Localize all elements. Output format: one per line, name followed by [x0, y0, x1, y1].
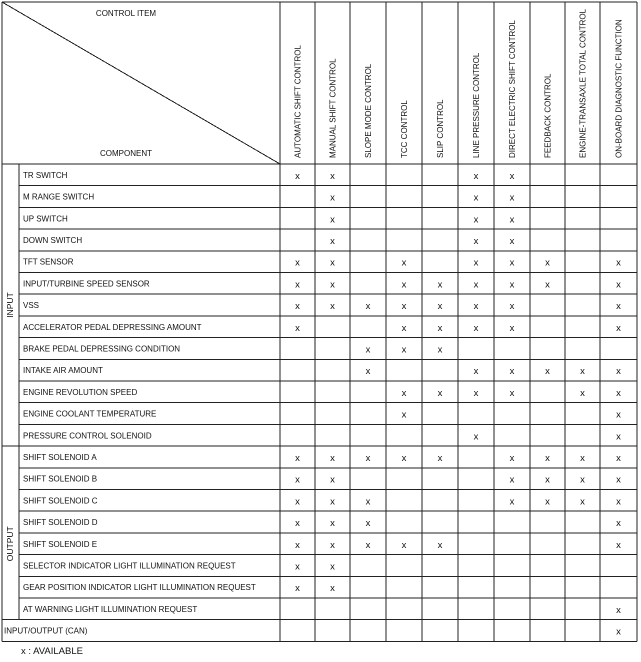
- available-mark: x: [330, 170, 335, 182]
- available-mark: x: [545, 452, 550, 464]
- available-mark: x: [330, 192, 335, 204]
- available-mark: x: [473, 214, 479, 226]
- row-label: ENGINE COOLANT TEMPERATURE: [23, 409, 157, 419]
- available-mark: x: [330, 257, 335, 269]
- grid-line: [2, 2, 280, 164]
- row-label: AT WARNING LIGHT ILLUMINATION REQUEST: [23, 604, 198, 614]
- row-label: SHIFT SOLENOID C: [23, 496, 98, 506]
- available-mark: x: [295, 583, 300, 595]
- available-mark: x: [509, 452, 515, 464]
- available-mark: x: [473, 279, 479, 291]
- available-mark: x: [545, 279, 550, 291]
- row-label: UP SWITCH: [23, 214, 68, 224]
- available-mark: x: [330, 583, 335, 595]
- column-header-tcc-control: TCC CONTROL: [400, 100, 409, 158]
- available-mark: x: [330, 474, 335, 486]
- available-mark: x: [580, 496, 585, 508]
- row-label: SHIFT SOLENOID A: [23, 452, 97, 462]
- row-label: INTAKE AIR AMOUNT: [23, 366, 103, 376]
- column-header-slope-mode-control: SLOPE MODE CONTROL: [364, 63, 373, 158]
- available-mark: x: [330, 496, 335, 508]
- available-mark: x: [437, 344, 443, 356]
- available-mark: x: [509, 474, 515, 486]
- column-header-on-board-diagnostic-function: ON-BOARD DIAGNOSTIC FUNCTION: [614, 19, 624, 158]
- available-mark: x: [616, 301, 621, 313]
- available-mark: x: [545, 496, 550, 508]
- available-mark: x: [616, 366, 621, 378]
- available-mark: x: [401, 279, 407, 291]
- available-mark: x: [401, 452, 407, 464]
- available-mark: x: [616, 539, 621, 551]
- available-mark: x: [509, 214, 515, 226]
- available-mark: x: [580, 474, 585, 486]
- row-label: M RANGE SWITCH: [23, 192, 95, 202]
- row-label: VSS: [23, 301, 40, 311]
- row-label: SHIFT SOLENOID E: [23, 539, 98, 549]
- available-mark: x: [473, 322, 479, 334]
- available-mark: x: [509, 235, 515, 247]
- row-label: GEAR POSITION INDICATOR LIGHT ILLUMINATION REQUEST: [23, 583, 256, 593]
- available-mark: x: [401, 301, 407, 313]
- group-labels: [5, 292, 15, 561]
- row-label: DOWN SWITCH: [23, 235, 83, 245]
- column-header-engine-transaxle-total-control: ENGINE-TRANSAXLE TOTAL CONTROL: [578, 8, 588, 158]
- available-mark: x: [509, 366, 515, 378]
- available-mark: x: [365, 518, 371, 530]
- available-mark: x: [616, 604, 621, 616]
- available-mark: x: [401, 257, 407, 269]
- available-mark: x: [509, 257, 515, 269]
- available-mark: x: [580, 452, 585, 464]
- component-header: COMPONENT: [100, 149, 152, 158]
- available-mark: x: [365, 301, 371, 313]
- row-label: INPUT/TURBINE SPEED SENSOR: [23, 279, 150, 289]
- available-mark: x: [473, 257, 479, 269]
- available-mark: x: [473, 170, 479, 182]
- available-mark: x: [437, 452, 443, 464]
- group-label-output: OUTPUT: [5, 526, 15, 562]
- available-mark: x: [616, 387, 621, 399]
- available-mark: x: [330, 214, 335, 226]
- row-label: TFT SENSOR: [23, 257, 74, 267]
- available-mark: x: [616, 452, 621, 464]
- available-mark: x: [616, 257, 621, 269]
- row-label: SHIFT SOLENOID D: [23, 518, 98, 528]
- available-mark: x: [437, 539, 443, 551]
- available-mark: x: [616, 474, 621, 486]
- row-label: SELECTOR INDICATOR LIGHT ILLUMINATION REQUEST: [23, 561, 236, 571]
- row-label: SHIFT SOLENOID B: [23, 474, 98, 484]
- available-mark: x: [295, 452, 300, 464]
- available-mark: x: [509, 301, 515, 313]
- available-mark: x: [330, 518, 335, 530]
- available-mark: x: [580, 387, 585, 399]
- available-mark: x: [330, 539, 335, 551]
- available-mark: x: [330, 279, 335, 291]
- available-mark: x: [545, 257, 550, 269]
- available-mark: x: [473, 192, 479, 204]
- row-label: ACCELERATOR PEDAL DEPRESSING AMOUNT: [23, 322, 202, 332]
- available-mark: x: [295, 279, 300, 291]
- column-header-manual-shift-control: MANUAL SHIFT CONTROL: [328, 58, 338, 158]
- available-mark: x: [509, 387, 515, 399]
- available-mark: x: [295, 561, 300, 573]
- available-mark: x: [365, 366, 371, 378]
- available-mark: x: [330, 235, 335, 247]
- available-mark: x: [330, 301, 335, 313]
- available-mark: x: [616, 431, 621, 443]
- column-header-direct-electric-shift-control: DIRECT ELECTRIC SHIFT CONTROL: [508, 20, 517, 158]
- row-label: PRESSURE CONTROL SOLENOID: [23, 431, 152, 441]
- available-mark: x: [616, 518, 621, 530]
- row-label: TR SWITCH: [23, 170, 68, 180]
- available-mark: x: [473, 387, 479, 399]
- column-header-automatic-shift-control: AUTOMATIC SHIFT CONTROL: [293, 45, 303, 158]
- available-mark: x: [365, 496, 371, 508]
- available-mark: x: [401, 539, 407, 551]
- available-mark: x: [473, 235, 479, 247]
- available-mark: x: [473, 301, 479, 313]
- available-mark: x: [330, 452, 335, 464]
- available-mark: x: [295, 257, 300, 269]
- available-mark: x: [295, 518, 300, 530]
- available-mark: x: [509, 192, 515, 204]
- available-mark: x: [616, 409, 621, 421]
- available-mark: x: [437, 301, 443, 313]
- available-mark: x: [295, 301, 300, 313]
- row-label: ENGINE REVOLUTION SPEED: [23, 387, 138, 397]
- row-label: BRAKE PEDAL DEPRESSING CONDITION: [23, 344, 181, 354]
- row-label: INPUT/OUTPUT (CAN): [4, 626, 88, 636]
- available-mark: x: [616, 279, 621, 291]
- available-mark: x: [401, 409, 407, 421]
- available-mark: x: [365, 452, 371, 464]
- available-mark: x: [437, 279, 443, 291]
- available-mark: x: [365, 539, 371, 551]
- available-mark: x: [437, 387, 443, 399]
- available-mark: x: [580, 366, 585, 378]
- available-mark: x: [545, 366, 550, 378]
- available-mark: x: [509, 496, 515, 508]
- group-label-input: INPUT: [5, 292, 15, 318]
- legend-available: x : AVAILABLE: [21, 646, 83, 657]
- available-mark: x: [365, 344, 371, 356]
- control-item-header: CONTROL ITEM: [95, 9, 157, 18]
- available-mark: x: [509, 170, 515, 182]
- available-mark: x: [295, 170, 300, 182]
- available-mark: x: [401, 344, 407, 356]
- available-mark: x: [295, 496, 300, 508]
- available-mark: x: [509, 322, 515, 334]
- available-mark: x: [401, 322, 407, 334]
- column-header-slip-control: SLIP CONTROL: [436, 99, 445, 158]
- available-mark: x: [295, 539, 300, 551]
- available-mark: x: [509, 279, 515, 291]
- available-mark: x: [437, 322, 443, 334]
- available-mark: x: [616, 626, 621, 638]
- available-mark: x: [295, 474, 300, 486]
- available-mark: x: [545, 474, 550, 486]
- available-mark: x: [616, 496, 621, 508]
- column-header-feedback-control: FEEDBACK CONTROL: [543, 73, 553, 158]
- table-grid: [2, 2, 637, 641]
- column-header-line-pressure-control: LINE PRESSURE CONTROL: [472, 52, 481, 158]
- available-mark: x: [295, 322, 300, 334]
- available-mark: x: [401, 387, 407, 399]
- available-mark: x: [473, 366, 479, 378]
- available-mark: x: [473, 431, 479, 443]
- available-mark: x: [330, 561, 335, 573]
- available-mark: x: [616, 322, 621, 334]
